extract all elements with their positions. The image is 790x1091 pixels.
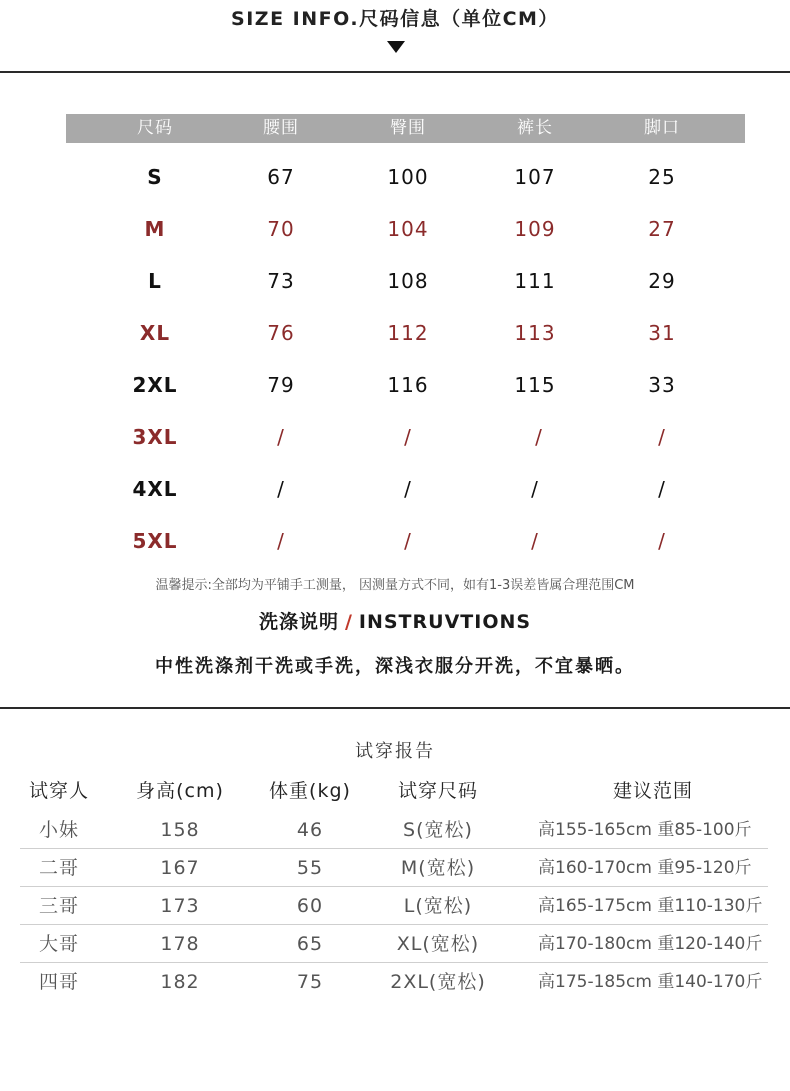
trial-size-cell: L(宽松) (403, 895, 473, 917)
table-row (0, 963, 790, 1001)
hip-cell: / (404, 529, 412, 553)
washing-title-cn: 洗涤说明 (258, 611, 339, 633)
tester-cell: 四哥 (38, 971, 80, 993)
table-row (0, 515, 790, 567)
table-row (0, 359, 790, 411)
height-cell: 158 (160, 819, 200, 841)
length-cell: 107 (514, 165, 556, 189)
table-row (0, 463, 790, 515)
table-row (0, 255, 790, 307)
suggested-range-cell: 高160-170cm 重95-120斤 (538, 858, 752, 878)
size-cell: 2XL (132, 373, 178, 397)
size-cell: 3XL (132, 425, 178, 449)
hip-cell: 100 (387, 165, 429, 189)
height-cell: 173 (160, 895, 200, 917)
weight-cell: 55 (296, 857, 324, 879)
height-cell: 178 (160, 933, 200, 955)
hem-cell: 29 (648, 269, 676, 293)
table-row (0, 411, 790, 463)
hem-cell: 31 (648, 321, 676, 345)
weight-cell: 65 (296, 933, 324, 955)
waist-col-header: 腰围 (263, 118, 299, 138)
hem-cell: / (658, 425, 666, 449)
length-cell: 113 (514, 321, 556, 345)
table-row (0, 151, 790, 203)
tester-cell: 小妹 (38, 819, 80, 841)
tester-cell: 大哥 (38, 933, 80, 955)
size-cell: L (148, 269, 162, 293)
tester-col-header: 试穿人 (28, 780, 90, 802)
weight-cell: 60 (296, 895, 324, 917)
washing-instructions: 中性洗涤剂干洗或手洗，深浅衣服分开洗，不宜暴晒。 (155, 656, 635, 677)
washing-title (0, 607, 790, 634)
size-col-header: 尺码 (137, 118, 173, 138)
hem-cell: / (658, 529, 666, 553)
height-cell: 167 (160, 857, 200, 879)
hem-cell: / (658, 477, 666, 501)
suggested-range-cell: 高170-180cm 重120-140斤 (538, 934, 763, 954)
trial-size-col-header: 试穿尺码 (397, 780, 479, 802)
hip-cell: / (404, 425, 412, 449)
measurement-tip: 温馨提示:全部均为平铺手工测量， 因测量方式不同，如有1-3误差皆属合理范围CM (155, 578, 635, 593)
table-row (0, 811, 790, 849)
length-cell: / (535, 425, 543, 449)
hem-cell: 27 (648, 217, 676, 241)
height-col-header: 身高(cm) (136, 780, 224, 802)
hem-cell: 25 (648, 165, 676, 189)
divider (0, 707, 790, 709)
tester-cell: 三哥 (38, 895, 80, 917)
waist-cell: 70 (267, 217, 295, 241)
trial-size-cell: 2XL(宽松) (390, 971, 486, 993)
trial-size-cell: M(宽松) (400, 857, 476, 879)
length-cell: 111 (514, 269, 556, 293)
table-row (0, 887, 790, 925)
report-title: 试穿报告 (355, 741, 435, 762)
waist-cell: 73 (267, 269, 295, 293)
waist-cell: 67 (267, 165, 295, 189)
weight-cell: 75 (296, 971, 324, 993)
down-triangle-icon (387, 41, 405, 53)
table-row (0, 203, 790, 255)
hem-col-header: 脚口 (644, 118, 680, 138)
report-header-row (0, 772, 790, 810)
length-cell: / (531, 477, 539, 501)
tester-cell: 二哥 (38, 857, 80, 879)
hip-cell: / (404, 477, 412, 501)
waist-cell: 79 (267, 373, 295, 397)
suggested-range-col-header: 建议范围 (612, 780, 694, 802)
waist-cell: / (277, 529, 285, 553)
trial-size-cell: S(宽松) (403, 819, 473, 841)
suggested-range-cell: 高155-165cm 重85-100斤 (538, 820, 752, 840)
length-col-header: 裤长 (517, 118, 553, 138)
weight-col-header: 体重(kg) (269, 780, 351, 802)
size-cell: M (144, 217, 166, 241)
divider (0, 71, 790, 73)
table-row (0, 849, 790, 887)
washing-title-en: INSTRUVTIONS (358, 611, 532, 633)
suggested-range-cell: 高175-185cm 重140-170斤 (538, 972, 763, 992)
trial-size-cell: XL(宽松) (396, 933, 480, 955)
height-cell: 182 (160, 971, 200, 993)
table-row (0, 307, 790, 359)
length-cell: / (531, 529, 539, 553)
page-title: SIZE INFO.尺码信息（单位CM） (231, 8, 559, 30)
size-cell: S (147, 165, 163, 189)
hip-col-header: 臀围 (390, 118, 426, 138)
hip-cell: 108 (387, 269, 429, 293)
weight-cell: 46 (296, 819, 324, 841)
waist-cell: 76 (267, 321, 295, 345)
size-cell: XL (139, 321, 171, 345)
length-cell: 109 (514, 217, 556, 241)
waist-cell: / (277, 477, 285, 501)
washing-title-separator: / (344, 611, 353, 633)
size-cell: 4XL (132, 477, 178, 501)
suggested-range-cell: 高165-175cm 重110-130斤 (538, 896, 763, 916)
hip-cell: 104 (387, 217, 429, 241)
length-cell: 115 (514, 373, 556, 397)
size-table-header (66, 114, 745, 143)
hem-cell: 33 (648, 373, 676, 397)
hip-cell: 116 (387, 373, 429, 397)
size-cell: 5XL (132, 529, 178, 553)
waist-cell: / (277, 425, 285, 449)
hip-cell: 112 (387, 321, 429, 345)
table-row (0, 925, 790, 963)
